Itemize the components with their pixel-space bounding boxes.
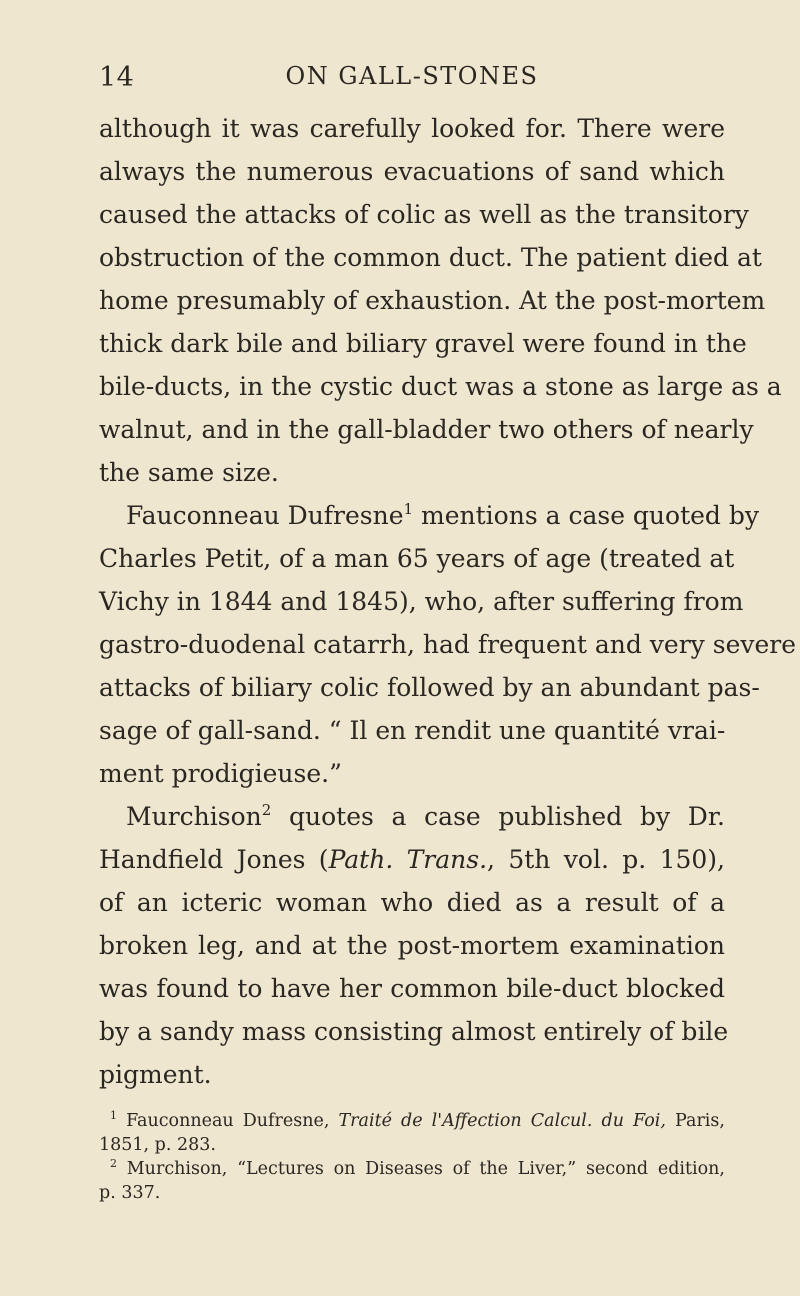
footnote-number: 2 [110, 1157, 117, 1170]
running-title: ON GALL-STONES [285, 62, 539, 90]
body-line: bile-ducts, in the cystic duct was a stone as large as a [99, 372, 782, 401]
line-text: Handfield Jones ( [99, 845, 329, 874]
body-line: the same size. [99, 458, 279, 487]
footnote-2 [110, 1157, 725, 1181]
body-line: always the numerous evacuations of sand which [99, 157, 725, 186]
body-line: walnut, and in the gall-bladder two others of nearly [99, 415, 754, 444]
body-line: attacks of biliary colic followed by an abundant pas- [99, 673, 760, 702]
footnote-1-continued: 1851, p. 283. [99, 1135, 216, 1155]
body-line: broken leg, and at the post-mortem examination [99, 931, 725, 960]
body-line: sage of gall-sand. “ Il en rendit une quantité vrai- [99, 716, 726, 745]
body-line: although it was carefully looked for. There were [99, 114, 725, 143]
body-line: of an icteric woman who died as a result of a [99, 888, 725, 917]
footnote-ref: 2 [261, 801, 272, 819]
footnote-author: Fauconneau Dufresne, [126, 1111, 330, 1131]
page-number: 14 [99, 62, 135, 93]
footnote-number: 1 [110, 1109, 117, 1122]
body-line: thick dark bile and biliary gravel were found in the [99, 329, 747, 358]
body-line [126, 499, 760, 533]
body-line: obstruction of the common duct. The patient died at [99, 243, 762, 272]
body-line: Vichy in 1844 and 1845), who, after suffering from [99, 587, 744, 616]
journal-title: Path. Trans. [328, 845, 488, 874]
footnote-1 [110, 1109, 725, 1133]
footnote-ref: 1 [403, 500, 414, 518]
body-line: ment prodigieuse.” [99, 759, 342, 788]
body-line: gastro-duodenal catarrh, had frequent and very severe [99, 630, 797, 659]
footnote-title: Traité de l'Affection Calcul. du Foi, [338, 1111, 666, 1131]
body-line [126, 800, 725, 834]
body-line: by a sandy mass consisting almost entirely of bile [99, 1017, 729, 1046]
body-line: Charles Petit, of a man 65 years of age (treated at [99, 544, 735, 573]
body-line: caused the attacks of colic as well as the transitory [99, 200, 749, 229]
author-name: Murchison [126, 802, 262, 831]
body-line: home presumably of exhaustion. At the post-mortem [99, 286, 766, 315]
footnote-text: Murchison, “Lectures on Diseases of the Liver,” second edition, [126, 1159, 725, 1179]
body-line [99, 843, 725, 877]
page-header [99, 62, 725, 92]
line-text: mentions a case quoted by [421, 501, 760, 530]
line-text: , 5th vol. p. 150), [487, 845, 725, 874]
footnote-place: Paris, [675, 1111, 725, 1131]
line-text: quotes a case published by Dr. [289, 802, 725, 831]
author-name: Fauconneau Dufresne [126, 501, 404, 530]
body-line: was found to have her common bile-duct blocked [99, 974, 725, 1003]
body-line: pigment. [99, 1060, 212, 1089]
footnote-2-continued: p. 337. [99, 1183, 161, 1203]
